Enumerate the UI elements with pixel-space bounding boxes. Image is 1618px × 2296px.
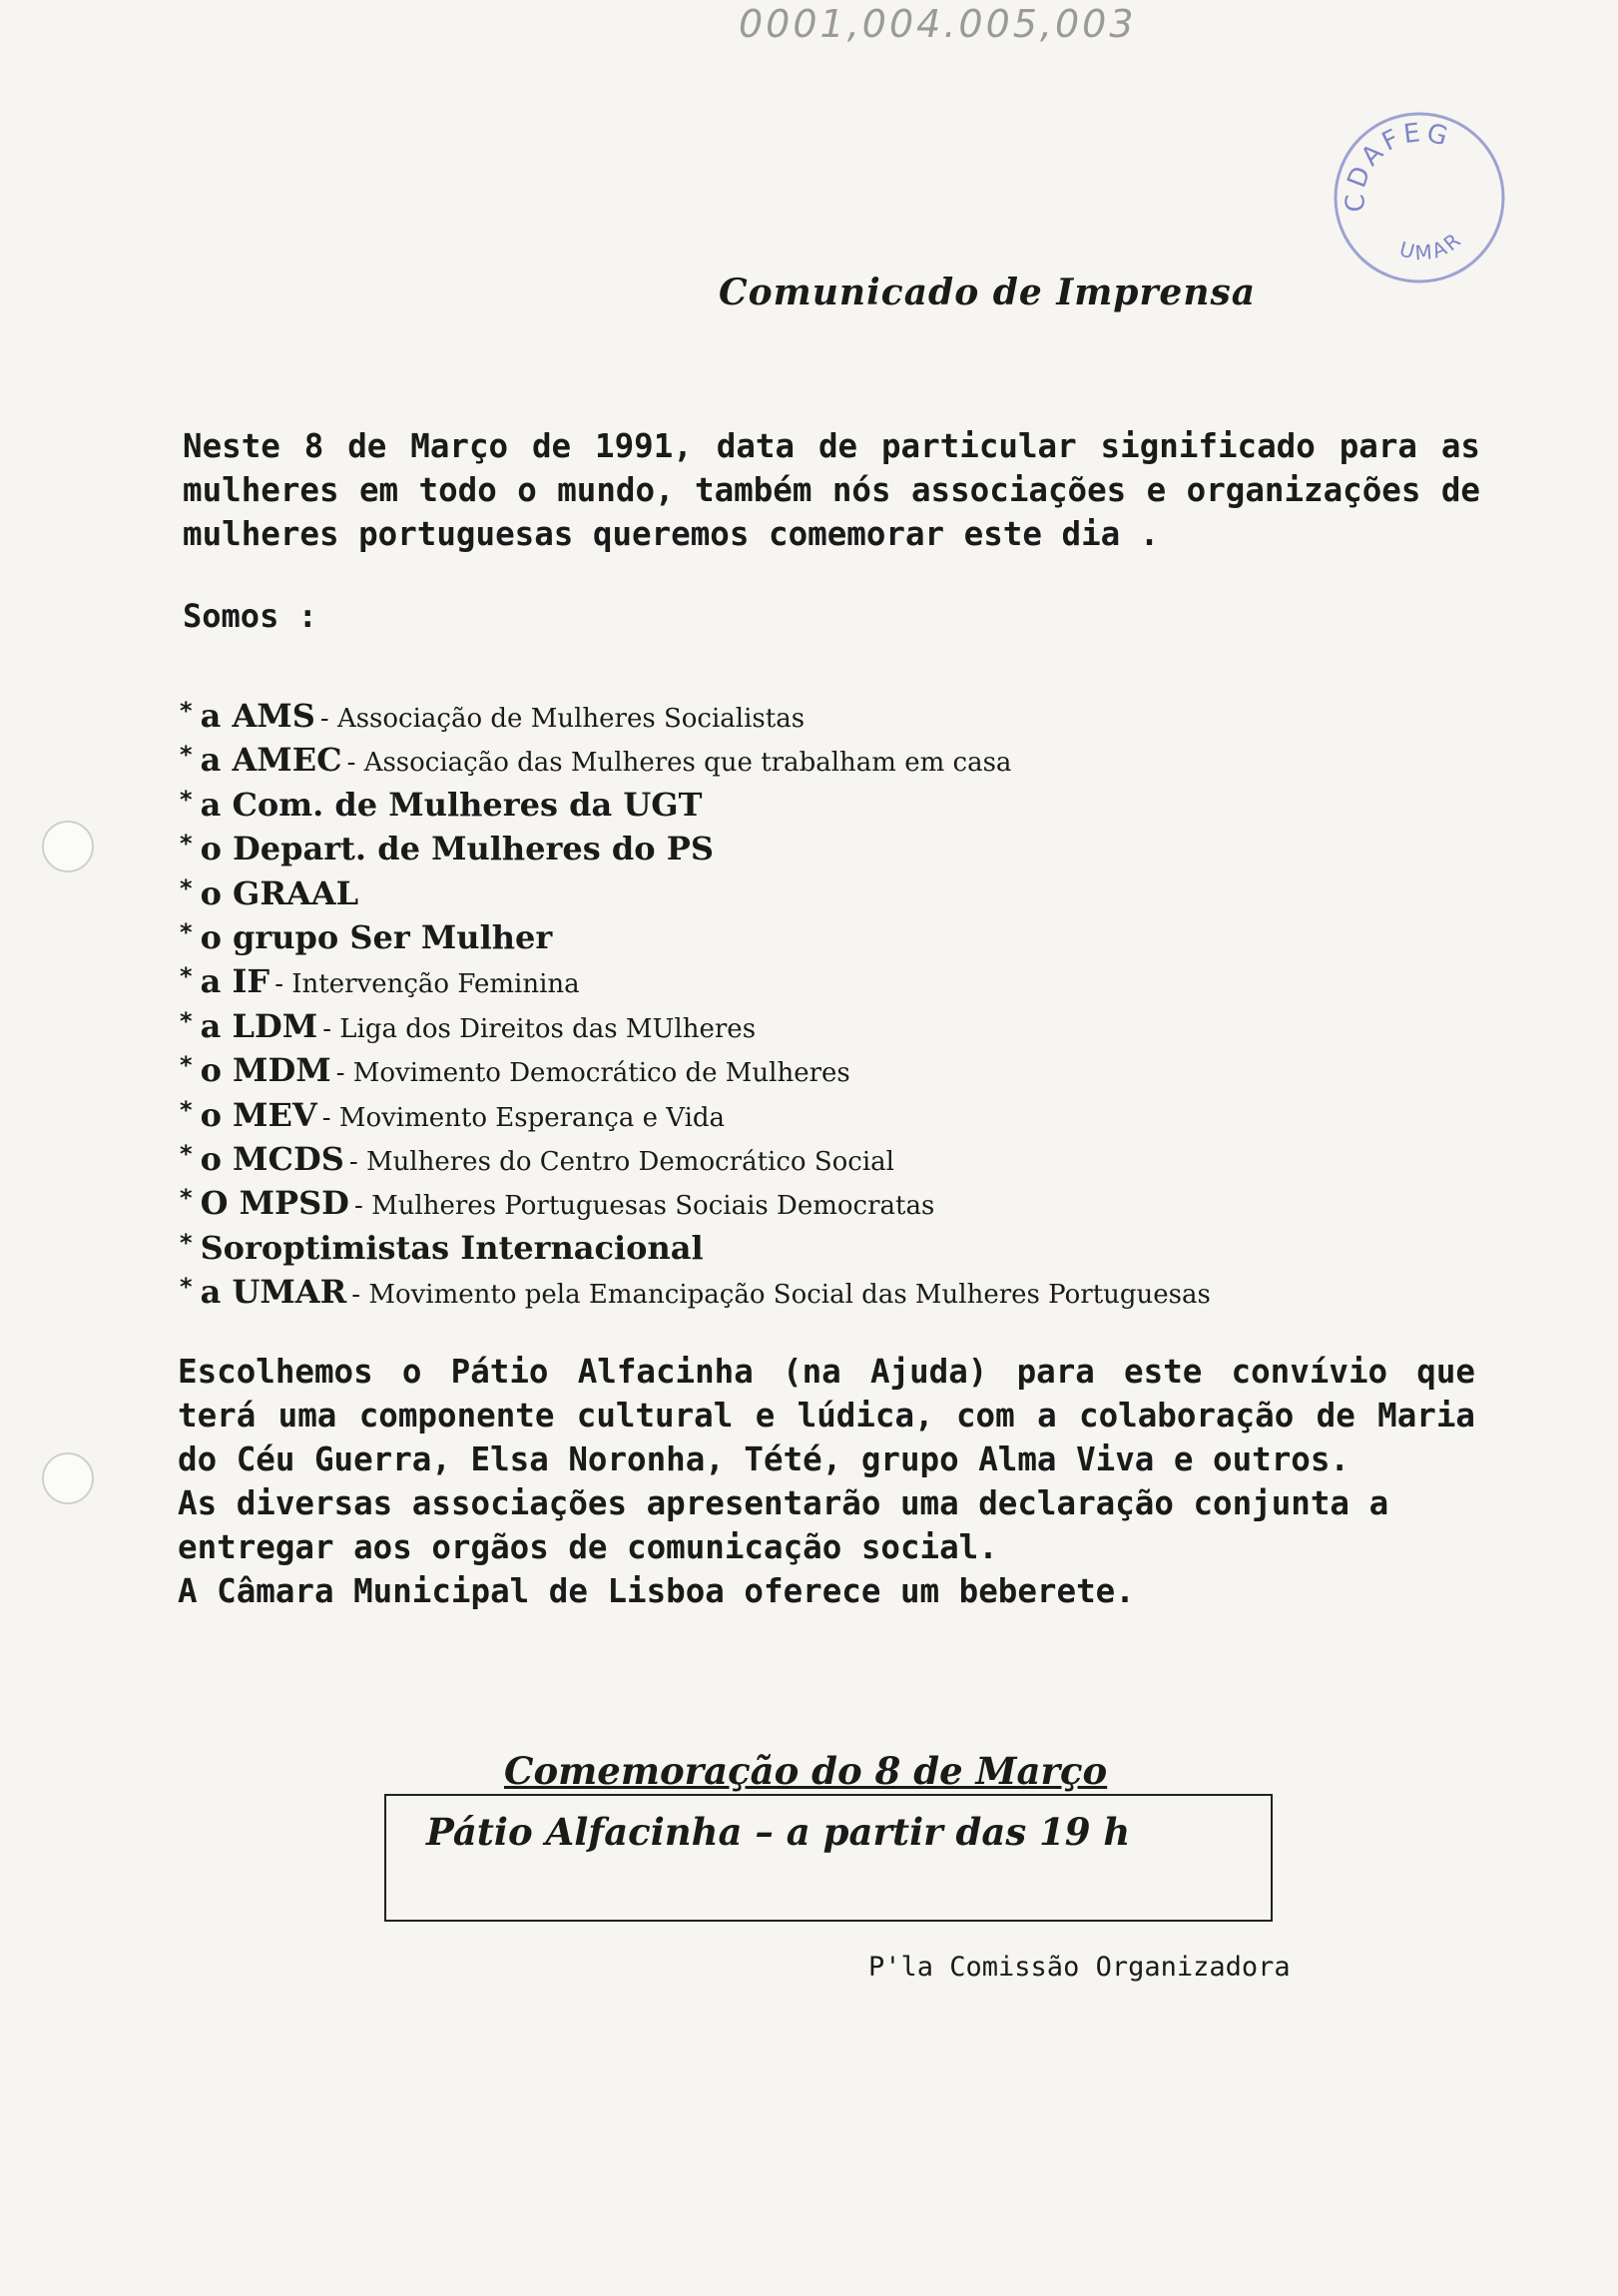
organization-description: - Mulheres do Centro Democrático Social: [348, 1146, 894, 1177]
organization-description: - Movimento pela Emancipação Social das Mulheres Portuguesas: [351, 1280, 1211, 1311]
organization-list: [180, 689, 1211, 1312]
organization-description: - Associação de Mulheres Socialistas: [319, 704, 806, 734]
organization-name: a IF: [200, 962, 270, 1001]
organization-name: a AMEC: [200, 741, 342, 780]
bullet-star-icon: *: [180, 873, 193, 902]
intro-paragraph: Neste 8 de Março de 1991, data de particular significado para as mulheres em todo o mundo, também nós associações e organizações de mulheres portuguesas queremos comemorar este dia .: [183, 427, 1480, 553]
event-box: [384, 1794, 1273, 1922]
body-paragraph-event: Escolhemos o Pátio Alfacinha (na Ajuda) para este convívio que terá uma componente cultural e lúdica, com a colaboração de Maria do Céu Guerra, Elsa Noronha, Tété, grupo Alma Viva e outros.: [178, 1353, 1475, 1478]
organization-name: a UMAR: [200, 1273, 347, 1312]
bullet-star-icon: *: [180, 741, 193, 770]
organization-name: o MEV: [200, 1095, 317, 1134]
organization-item: [180, 1221, 1211, 1265]
bullet-star-icon: *: [180, 1095, 193, 1124]
bullet-star-icon: *: [180, 1006, 193, 1035]
bullet-star-icon: *: [180, 1184, 193, 1213]
organization-name: Soroptimistas Internacional: [200, 1228, 704, 1267]
svg-text:CDAFEG: [1341, 118, 1454, 213]
organization-name: o grupo Ser Mulher: [200, 917, 553, 956]
event-details: Pátio Alfacinha – a partir das 19 h: [426, 1810, 1131, 1854]
organization-name: o MDM: [200, 1051, 331, 1090]
body-paragraph-declaration: As diversas associações apresentarão uma declaração conjunta a entregar aos orgãos de comunicação social.: [178, 1484, 1389, 1566]
cdafeg-umar-stamp: [1328, 108, 1507, 287]
organization-name: o MCDS: [200, 1139, 344, 1178]
svg-text:UMAR: [1396, 227, 1467, 266]
organization-name: a AMS: [200, 697, 315, 735]
organization-name: O MPSD: [200, 1184, 349, 1223]
punch-hole-bottom: [42, 1452, 94, 1504]
organization-item: [180, 1088, 1211, 1132]
archive-code: 0001,004.005,003: [739, 2, 1137, 46]
bullet-star-icon: *: [180, 1273, 193, 1302]
organization-description: - Intervenção Feminina: [274, 969, 580, 1000]
organization-item: [180, 954, 1211, 1001]
organization-item: [180, 866, 1211, 910]
organization-description: - Movimento Democrático de Mulheres: [335, 1058, 850, 1089]
bullet-star-icon: *: [180, 830, 193, 859]
organization-item: [180, 1176, 1211, 1223]
organization-item: [180, 999, 1211, 1043]
organization-description: - Associação das Mulheres que trabalham em casa: [346, 748, 1012, 779]
organization-name: o GRAAL: [200, 873, 359, 912]
organization-description: - Mulheres Portuguesas Sociais Democratas: [354, 1191, 935, 1222]
bullet-star-icon: *: [180, 697, 193, 725]
press-release-title: Comunicado de Imprensa: [719, 272, 1257, 313]
stamp-top-text: CDAFEG: [1341, 117, 1455, 213]
bullet-star-icon: *: [180, 785, 193, 814]
signature: P'la Comissão Organizadora: [868, 1952, 1291, 1983]
organization-item: [180, 910, 1211, 954]
organization-item: [180, 1043, 1211, 1090]
bullet-star-icon: *: [180, 1228, 193, 1257]
organization-item: [180, 1265, 1211, 1312]
organization-item: [180, 778, 1211, 822]
body-text: [178, 1350, 1475, 1613]
bullet-star-icon: *: [180, 1051, 193, 1080]
organization-name: o Depart. de Mulheres do PS: [200, 830, 714, 868]
organization-item: [180, 822, 1211, 868]
organization-item: [180, 1132, 1211, 1176]
bullet-star-icon: *: [180, 1139, 193, 1168]
organization-description: - Liga dos Direitos das MUlheres: [322, 1013, 757, 1044]
body-paragraph-reception: A Câmara Municipal de Lisboa oferece um beberete.: [178, 1572, 1135, 1610]
organization-name: a LDM: [200, 1006, 318, 1045]
event-title: Comemoração do 8 de Março: [504, 1749, 1108, 1793]
punch-hole-top: [42, 821, 94, 872]
bullet-star-icon: *: [180, 962, 193, 991]
bullet-star-icon: *: [180, 917, 193, 946]
organization-item: [180, 733, 1211, 780]
organization-description: - Movimento Esperança e Vida: [321, 1102, 726, 1133]
organization-item: [180, 689, 1211, 733]
somos-label: Somos :: [183, 597, 317, 635]
organization-name: a Com. de Mulheres da UGT: [200, 785, 703, 824]
stamp-bottom-text: UMAR: [1396, 226, 1467, 266]
